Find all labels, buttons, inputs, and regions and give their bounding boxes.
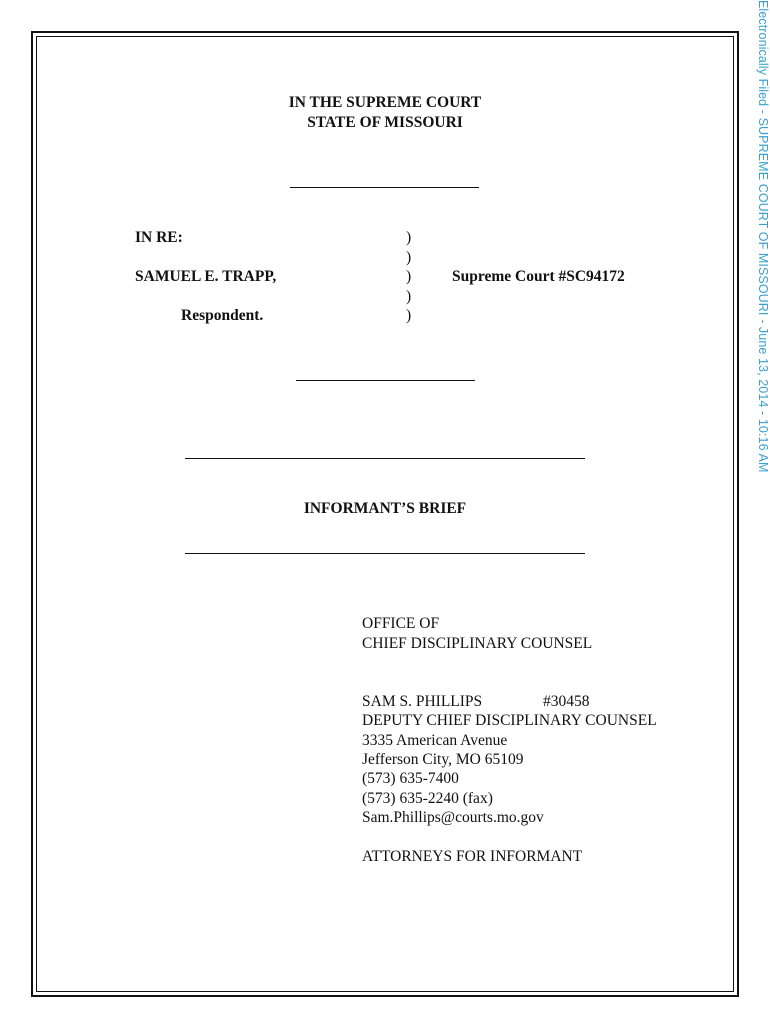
fax-number: (573) 635-2240 (fax) [362,790,493,807]
court-state: STATE OF MISSOURI [307,114,463,131]
court-name: IN THE SUPREME COURT [288,94,482,111]
in-re-label: IN RE: [135,229,183,246]
case-number: Supreme Court #SC94172 [452,268,625,285]
bar-number: #30458 [543,693,590,710]
caption-paren: ) [406,249,412,266]
document-title: INFORMANT’S BRIEF [303,500,467,517]
office-name: CHIEF DISCIPLINARY COUNSEL [362,635,593,652]
caption-rule [296,380,475,381]
street-address: 3335 American Avenue [362,732,508,749]
email-address: Sam.Phillips@courts.mo.gov [362,809,544,826]
title-rule-top [185,458,585,459]
phone-number: (573) 635-7400 [362,770,459,787]
heading-rule [290,187,479,188]
caption-paren: ) [406,229,412,246]
city-state-zip: Jefferson City, MO 65109 [362,751,524,768]
caption-paren: ) [406,288,412,305]
office-line: OFFICE OF [362,615,440,632]
respondent-label: Respondent. [181,307,264,324]
title-rule-bottom [185,553,585,554]
respondent-name: SAMUEL E. TRAPP, [135,268,277,285]
caption-paren: ) [406,307,412,324]
attorneys-for: ATTORNEYS FOR INFORMANT [362,848,583,865]
electronic-filing-stamp: Electronically Filed - SUPREME COURT OF MISSOURI - June 13, 2014 - 10:16 AM [756,0,770,473]
attorney-name: SAM S. PHILLIPS [362,693,483,710]
caption-paren: ) [406,268,412,285]
attorney-title: DEPUTY CHIEF DISCIPLINARY COUNSEL [362,712,657,729]
